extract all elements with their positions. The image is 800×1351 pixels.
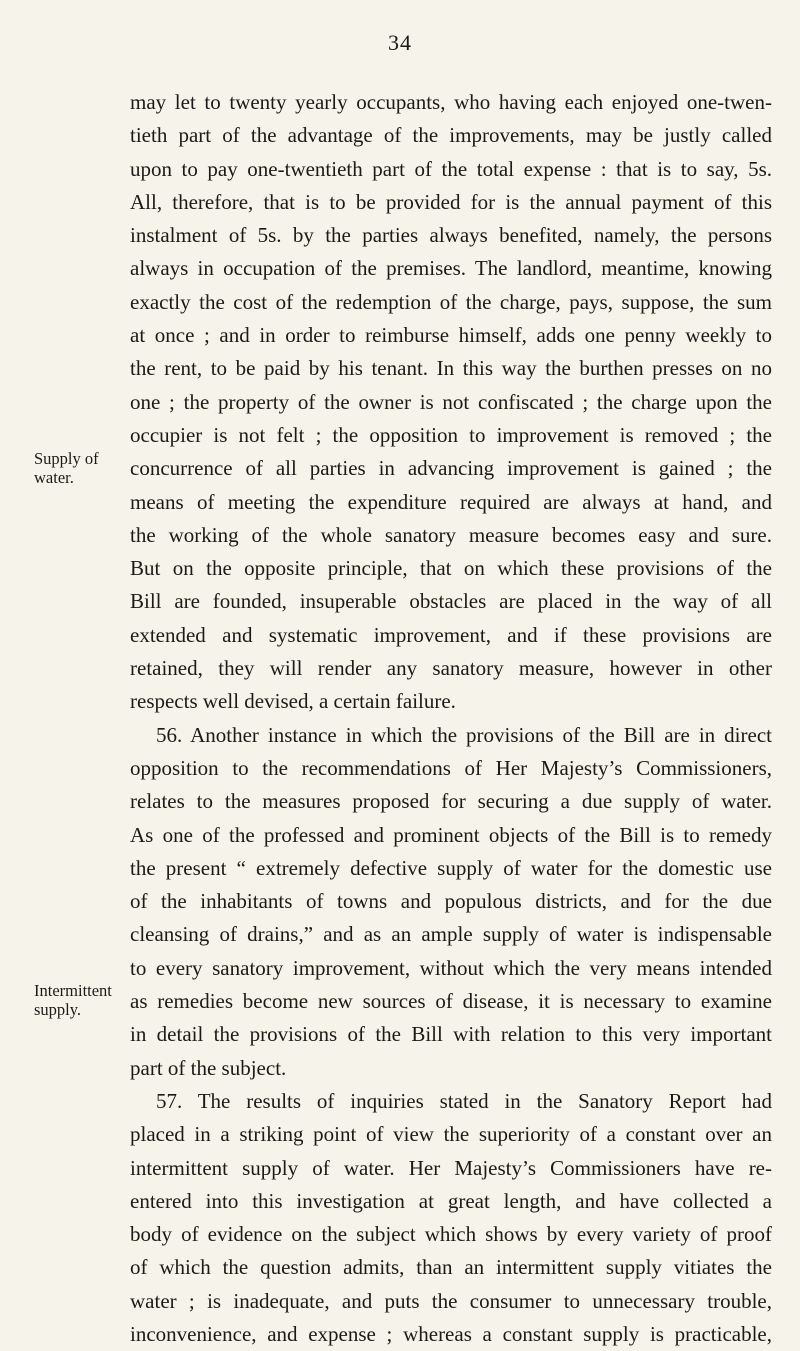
text-line: concurrence of all parties in advancing improvement is gained ; the bbox=[130, 456, 772, 481]
text-line: at once ; and in order to reimburse himself, adds one penny weekly to bbox=[130, 323, 772, 348]
text-line: the rent, to be paid by his tenant. In this way the burthen presses on no bbox=[130, 356, 772, 381]
margin-note-line: Supply of bbox=[34, 449, 99, 468]
text-line: may let to twenty yearly occupants, who having each enjoyed one-twen- bbox=[130, 90, 772, 114]
text-line: intermittent supply of water. Her Majesty’s Commissioners have re- bbox=[130, 1155, 772, 1180]
paragraph-56-start: 56. Another instance in which the provisions of the Bill are in direct bbox=[156, 722, 772, 747]
body-text bbox=[130, 86, 772, 1351]
text-line: in detail the provisions of the Bill with relation to this very important bbox=[130, 1022, 772, 1047]
margin-note-intermittent-supply bbox=[34, 981, 129, 1019]
text-line: All, therefore, that is to be provided for is the annual payment of this bbox=[130, 189, 772, 214]
margin-note-line: water. bbox=[34, 468, 74, 487]
text-line: tieth part of the advantage of the improvements, may be justly called bbox=[130, 123, 772, 148]
paragraph-57-start: 57. The results of inquiries stated in the Sanatory Report had bbox=[156, 1088, 772, 1113]
text-line: relates to the measures proposed for securing a due supply of water. bbox=[130, 789, 772, 814]
text-line: inconvenience, and expense ; whereas a constant supply is practicable, bbox=[130, 1321, 772, 1346]
text-line: the present “ extremely defective supply of water for the domestic use bbox=[130, 855, 772, 880]
text-line: Bill are founded, insuperable obstacles are placed in the way of all bbox=[130, 589, 772, 614]
text-line: exactly the cost of the redemption of the charge, pays, suppose, the sum bbox=[130, 289, 772, 314]
text-line: as remedies become new sources of disease, it is necessary to examine bbox=[130, 989, 772, 1014]
text-line: entered into this investigation at great length, and have collected a bbox=[130, 1188, 772, 1213]
text-line: respects well devised, a certain failure. bbox=[130, 689, 456, 714]
text-line: body of evidence on the subject which shows by every variety of proof bbox=[130, 1222, 772, 1247]
text-line: retained, they will render any sanatory measure, however in other bbox=[130, 656, 772, 681]
text-line: of the inhabitants of towns and populous districts, and for the due bbox=[130, 889, 772, 914]
text-line: As one of the professed and prominent objects of the Bill is to remedy bbox=[130, 822, 772, 847]
margin-note-line: supply. bbox=[34, 1000, 82, 1019]
text-line: the working of the whole sanatory measure becomes easy and sure. bbox=[130, 522, 772, 547]
text-line: opposition to the recommendations of Her Majesty’s Commissioners, bbox=[130, 755, 772, 780]
text-line: always in occupation of the premises. The landlord, meantime, knowing bbox=[130, 256, 772, 281]
margin-note-line: Intermittent bbox=[34, 981, 112, 1000]
text-line: placed in a striking point of view the superiority of a constant over an bbox=[130, 1122, 772, 1147]
text-line: extended and systematic improvement, and if these provisions are bbox=[130, 622, 772, 647]
text-line: water ; is inadequate, and puts the consumer to unnecessary trouble, bbox=[130, 1288, 772, 1313]
text-line: upon to pay one-twentieth part of the total expense : that is to say, 5s. bbox=[130, 156, 772, 181]
text-line: instalment of 5s. by the parties always benefited, namely, the persons bbox=[130, 223, 772, 248]
text-line: one ; the property of the owner is not confiscated ; the charge upon the bbox=[130, 389, 772, 414]
text-line: of which the question admits, than an intermittent supply vitiates the bbox=[130, 1255, 772, 1280]
text-line: occupier is not felt ; the opposition to improvement is removed ; the bbox=[130, 422, 772, 447]
text-line: to every sanatory improvement, without which the very means intended bbox=[130, 955, 772, 980]
text-line: part of the subject. bbox=[130, 1055, 287, 1080]
text-line: But on the opposite principle, that on which these provisions of the bbox=[130, 556, 772, 581]
margin-note-supply-of-water bbox=[34, 449, 129, 487]
text-line: means of meeting the expenditure required are always at hand, and bbox=[130, 489, 772, 514]
page-number: 34 bbox=[388, 30, 412, 55]
text-line: cleansing of drains,” and as an ample supply of water is indispensable bbox=[130, 922, 772, 947]
